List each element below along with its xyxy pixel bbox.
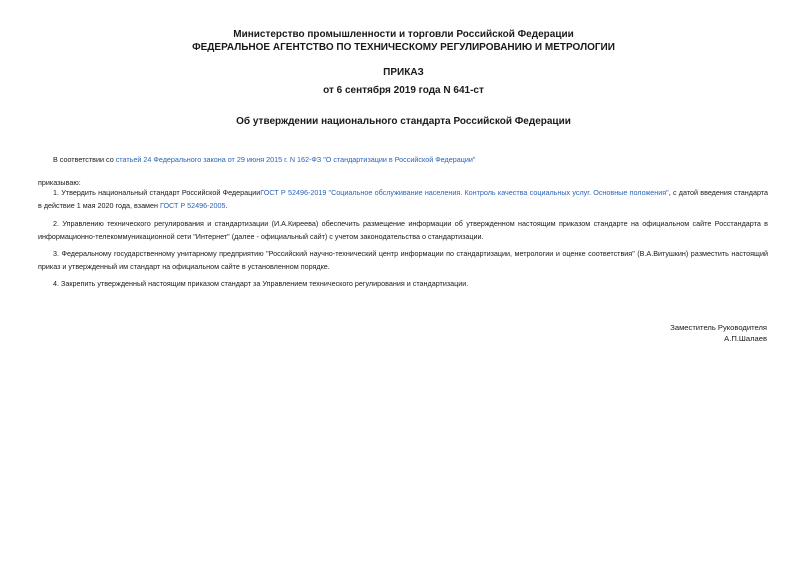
gost-2019-link[interactable]: ГОСТ Р 52496-2019 "Социальное обслуживание населения. Контроль качества социальных услуг. Основные положения" xyxy=(260,188,669,197)
ministry-name: Министерство промышленности и торговли Российской Федерации xyxy=(233,29,574,40)
item-1-end: . xyxy=(225,200,228,210)
signature-name: А.П.Шалаев xyxy=(724,334,767,343)
order-item-2: 2. Управлению технического регулирования и стандартизации (И.А.Киреева) обеспечить размещение информации об утвержденном настоящим приказом стандарте на официальном сайте Росстандарта в информационно-телекоммуникационной сети "Интернет" (далее - официальный сайт) с учетом законодательства о стандартизации. xyxy=(38,219,768,241)
doc-date-number: от 6 сентября 2019 года N 641-ст xyxy=(323,85,484,96)
order-item-3: 3. Федеральному государственному унитарному предприятию "Российский научно-технический центр информации по стандартизации, метрологии и оценке соответствия" (В.А.Витушкин) разместить настоящий приказ и утвержденный им стандарт на официальном сайте в установленном порядке. xyxy=(38,249,768,271)
signature-position: Заместитель Руководителя xyxy=(670,323,767,332)
order-item-4: 4. Закрепить утвержденный настоящим приказом стандарт за Управлением технического регулирования и стандартизации. xyxy=(53,279,469,288)
preamble xyxy=(38,154,768,167)
order-item-1 xyxy=(38,187,768,212)
agency-name: ФЕДЕРАЛЬНОЕ АГЕНТСТВО ПО ТЕХНИЧЕСКОМУ РЕГУЛИРОВАНИЮ И МЕТРОЛОГИИ xyxy=(192,42,615,53)
doc-title: Об утверждении национального стандарта Российской Федерации xyxy=(236,116,571,127)
item-1-mid: , с датой введения стандарта в действие 1 мая 2020 года, взамен xyxy=(38,188,769,210)
doc-type: ПРИКАЗ xyxy=(383,67,424,78)
law-link[interactable]: статьей 24 Федерального закона от 29 июня 2015 г. N 162-ФЗ "О стандартизации в Российской Федерации" xyxy=(115,155,476,164)
preamble-text: В соответствии со xyxy=(53,155,116,164)
gost-2005-link[interactable]: ГОСТ Р 52496-2005 xyxy=(159,200,226,210)
item-1-text: 1. Утвердить национальный стандарт Российской Федерации xyxy=(53,188,261,197)
order-word: приказываю: xyxy=(38,178,81,187)
